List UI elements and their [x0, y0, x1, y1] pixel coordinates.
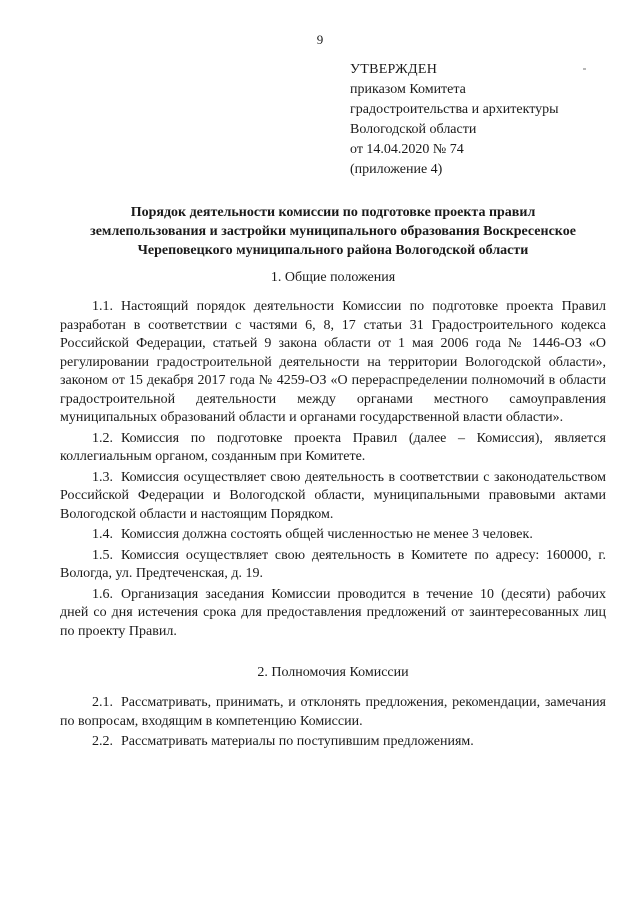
clause-text: Рассматривать, принимать, и отклонять предложения, рекомендации, замечания по вопросам, входящим в компетенцию Комиссии. [60, 695, 606, 729]
clause-number: 1.3. [92, 469, 113, 485]
approval-block [350, 60, 559, 180]
clause [60, 430, 606, 467]
clause-text: Комиссия должна состоять общей численностью не менее 3 человек. [121, 527, 533, 542]
clause [60, 547, 606, 584]
page-number: 9 [316, 32, 324, 47]
clause [60, 586, 606, 642]
title-line: Череповецкого муниципального района Вологодской области [137, 243, 529, 258]
clause [60, 694, 606, 731]
clause-number: 1.2. [92, 430, 113, 446]
clause-number: 1.4. [92, 527, 113, 542]
title-line: землепользования и застройки муниципального образования Воскресенское [90, 224, 576, 239]
clause-number: 2.2. [92, 734, 113, 749]
approval-line: градостроительства и архитектуры [350, 102, 559, 117]
clause [60, 469, 606, 525]
approval-heading: УТВЕРЖДЕН [350, 62, 438, 77]
clause-number: 1.5. [92, 547, 113, 563]
clause [60, 298, 606, 428]
clause-text: Комиссия по подготовке проекта Правил (далее – Комиссия), является коллегиальным органом, созданным при Комитете. [60, 430, 606, 464]
approval-line: (приложение 4) [350, 162, 443, 177]
clause-number: 1.6. [92, 586, 113, 602]
approval-line: приказом Комитета [350, 82, 466, 97]
clause-number: 1.1. [92, 299, 113, 314]
clause-text: Организация заседания Комиссии проводится в течение 10 (десяти) рабочих дней со дня истечения срока для предоставления предложений от заинтересованных лиц по проекту Правил. [60, 586, 606, 639]
approval-line: Вологодской области [350, 122, 477, 137]
approval-line: от 14.04.2020 № 74 [350, 142, 464, 157]
clause-text: Настоящий порядок деятельности Комиссии по подготовке проекта Правил разработан в соответствии с частями 6, 8, 17 статьи 31 Градостроительного кодекса Российской Федерации, статьей 9 закона области от 1 мая 2006 года № 1446-ОЗ «О регулировании градостроительной деятельности на территории Вологодской области», законом от 15 декабря 2017 года № 4259-ОЗ «О перераспределении полномочий в области градостроительной деятельности между органами местного самоуправления муниципальных образований области и органами государственной власти области». [60, 299, 606, 425]
section-heading: 2. Полномочия Комиссии [257, 665, 409, 680]
section-body [60, 694, 606, 754]
section-heading: 1. Общие положения [270, 270, 396, 285]
clause-text: Комиссия осуществляет свою деятельность в Комитете по адресу: 160000, г. Вологда, ул. Предтеченская, д. 19. [60, 547, 606, 581]
clause [60, 526, 606, 545]
clause-number: 2.1. [92, 695, 113, 710]
clause-text: Комиссия осуществляет свою деятельность в соответствии с законодательством Российской Федерации и Вологодской области, муниципальными правовыми актами Вологодской области и настоящим Порядком. [60, 469, 606, 522]
document-title [60, 203, 606, 260]
title-line: Порядок деятельности комиссии по подготовке проекта правил [130, 205, 536, 220]
clause-text: Рассматривать материалы по поступившим предложениям. [121, 734, 474, 749]
scan-speck [583, 68, 586, 70]
clause [60, 733, 606, 752]
section-body [60, 298, 606, 643]
